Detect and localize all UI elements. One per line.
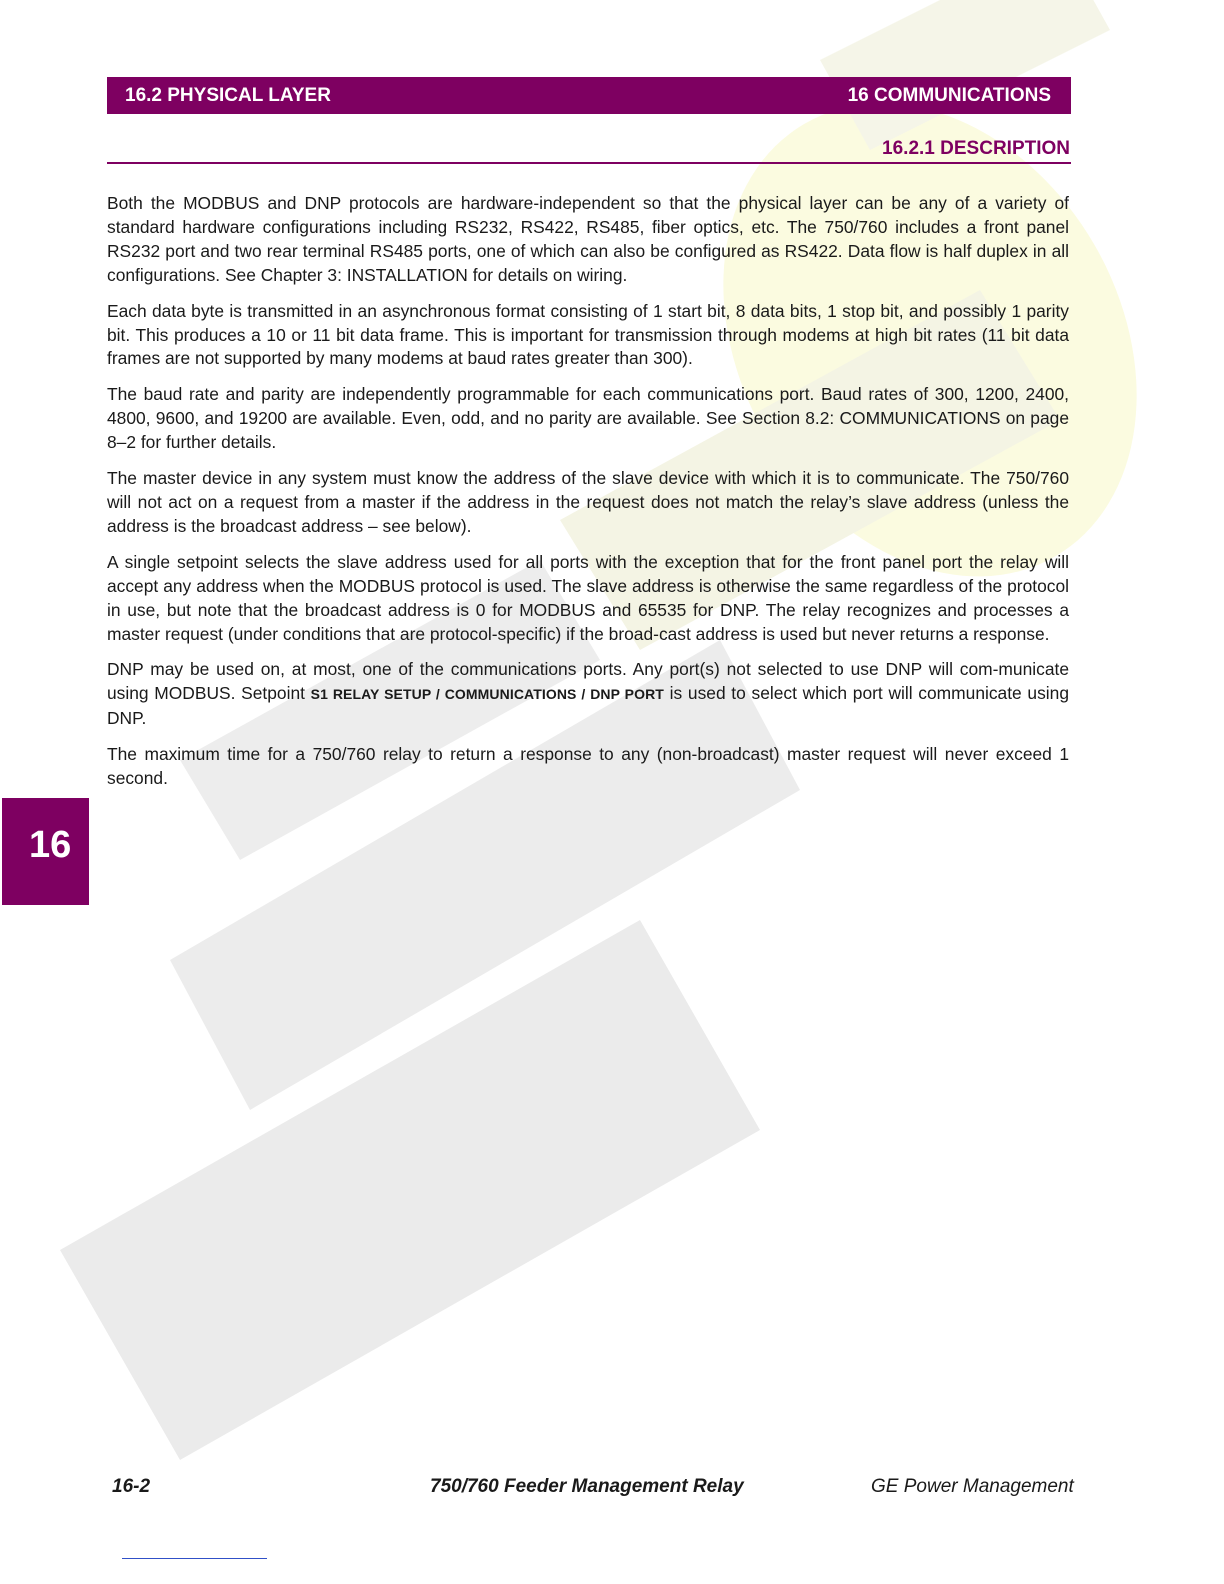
paragraph-master-device: The master device in any system must know the address of the slave device with which it is to communicate. The 750/760 will not act on a request from a master if the address in the request does not match the relay’s slave address (unless the address is the broadcast address – see below).: [107, 468, 1069, 536]
bottom-link-rule: [122, 1558, 267, 1559]
heading-rule: [107, 162, 1071, 164]
paragraph-data-byte: Each data byte is transmitted in an asynchronous format consisting of 1 start bit, 8 data bits, 1 stop bit, and possibly 1 parity bit. This produces a 10 or 11 bit data frame. This is important for transmission through modems at high bit rates (11 bit data frames are not supported by many modems at baud rates greater than 300).: [107, 300, 1069, 369]
dnp-text-end: is used to select which port will communicate using DNP.: [107, 683, 1069, 729]
footer-page-number: 16-2: [112, 1476, 151, 1497]
header-bar: [107, 77, 1071, 114]
header-chapter-title: 16 COMMUNICATIONS: [847, 85, 1051, 106]
body-text: [107, 192, 1069, 803]
chapter-side-tab: [2, 798, 89, 905]
footer-brand: GE Power Management: [871, 1476, 1074, 1497]
paragraph-physical-layer: Both the MODBUS and DNP protocols are hardware-independent so that the physical layer can be any of a variety of standard hardware configurations including RS232, RS422, RS485, fiber optics, etc. The 750/760 includes a front panel RS232 port and two rear terminal RS485 ports, one of which can also be configured as RS422. Data flow is half duplex in all configurations. See Chapter 3: INSTALLATION for details on wiring.: [107, 193, 1069, 285]
header-section-title: 16.2 PHYSICAL LAYER: [125, 85, 331, 106]
paragraph-response-time: The maximum time for a 750/760 relay to return a response to any (non-broadcast) master request will never exceed 1 second.: [107, 744, 1069, 789]
paragraph-slave-address: A single setpoint selects the slave address used for all ports with the exception that for the front panel port the relay will accept any address when the MODBUS protocol is used. The slave address is otherwise the same regardless of the protocol in use, but note that the broadcast address is 0 for MODBUS and 65535 for DNP. The relay recognizes and processes a master request (under conditions that are protocol-specific) if the broad-cast address is used but never returns a response.: [107, 551, 1069, 644]
footer-document-title: 750/760 Feeder Management Relay: [430, 1476, 744, 1497]
paragraph-dnp-port: [107, 658, 1069, 731]
paragraph-baud-rate: The baud rate and parity are independently programmable for each communications port. Baud rates of 300, 1200, 2400, 4800, 9600, and 19200 are available. Even, odd, and no parity are available. See Section 8.2: COMMUNICATIONS on page 8–2 for further details.: [107, 384, 1069, 453]
chapter-number: 16: [29, 824, 72, 866]
section-heading: 16.2.1 DESCRIPTION: [882, 138, 1070, 159]
dnp-text-start: DNP may be used on, at most, one of the communications ports. Any port(s) not selected to use DNP will com-municate using MODBUS. Setpoint: [107, 659, 1069, 704]
setpoint-path: S1 RELAY SETUP / COMMUNICATIONS / DNP PORT: [310, 686, 664, 703]
